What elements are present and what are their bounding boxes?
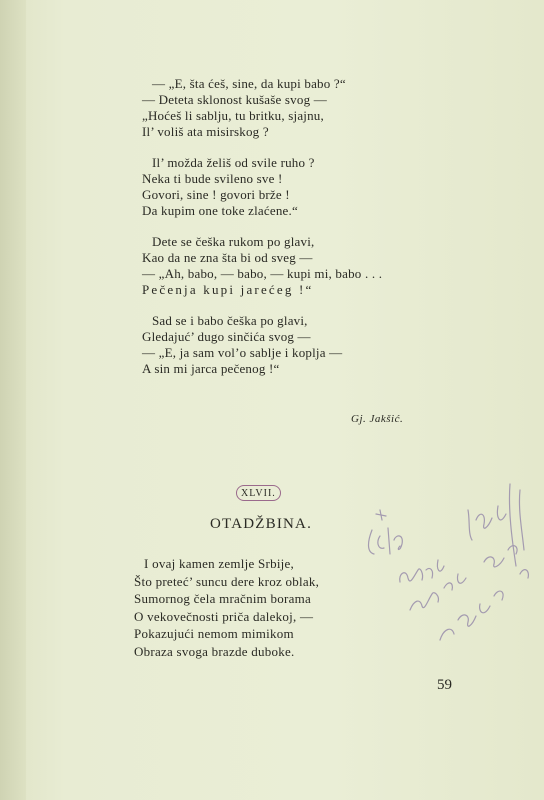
poem-line: Što preteć’ suncu dere kroz oblak,	[134, 573, 320, 589]
poem-line: Sumornog čela mračnim borama	[134, 591, 312, 607]
poem-line: — „E, ja sam vol’o sablje i koplja —	[142, 345, 343, 360]
poem-line: Pečenja kupi jarećeg !“	[142, 282, 314, 297]
poem-line: A sin mi jarca pečenog !“	[142, 361, 280, 376]
poem-line: Il’ voliš ata misirskog ?	[142, 124, 269, 139]
poem-line: Govori, sine ! govori brže !	[142, 187, 290, 202]
section-number: XLVII.	[236, 485, 281, 501]
stanza-4	[142, 313, 442, 377]
poem-line: O vekovečnosti priča dalekoj, —	[134, 608, 314, 624]
poem-line: Kao da ne zna šta bi od sveg —	[142, 250, 313, 265]
pencil-annotation-scribble	[360, 470, 544, 670]
stanza-2	[142, 155, 442, 219]
poem-line: Il’ možda želiš od svile ruho ?	[152, 155, 315, 170]
poem-jaksic	[142, 76, 442, 392]
poem-line: Dete se češka rukom po glavi,	[152, 234, 315, 249]
poem-title: OTADŽBINA.	[210, 516, 313, 532]
poem-line: — Deteta sklonost kušaše svog —	[142, 92, 327, 107]
poem-line: — „Ah, babo, — babo, — kupi mi, babo . . .	[142, 266, 383, 281]
page-gutter	[0, 0, 26, 800]
poem-line: „Hoćeš li sablju, tu britku, sjajnu,	[142, 108, 324, 123]
poem-line: Gledajuć’ dugo sinčića svog —	[142, 329, 311, 344]
page-number: 59	[437, 677, 452, 693]
stanza-3	[142, 234, 442, 298]
poem-line: Obraza svoga brazde duboke.	[134, 643, 295, 659]
poem-line: Pokazujući nemom mimikom	[134, 626, 294, 642]
poem-line: Da kupim one toke zlaćene.“	[142, 203, 298, 218]
poem-line: Neka ti bude svileno sve !	[142, 171, 283, 186]
author-signature: Gj. Jakšić.	[351, 413, 404, 425]
poem-line: — „E, šta ćeš, sine, da kupi babo ?“	[152, 76, 346, 91]
poem-line: I ovaj kamen zemlje Srbije,	[144, 556, 295, 571]
poem-line: Sad se i babo češka po glavi,	[152, 313, 308, 328]
stanza-1	[142, 76, 442, 140]
